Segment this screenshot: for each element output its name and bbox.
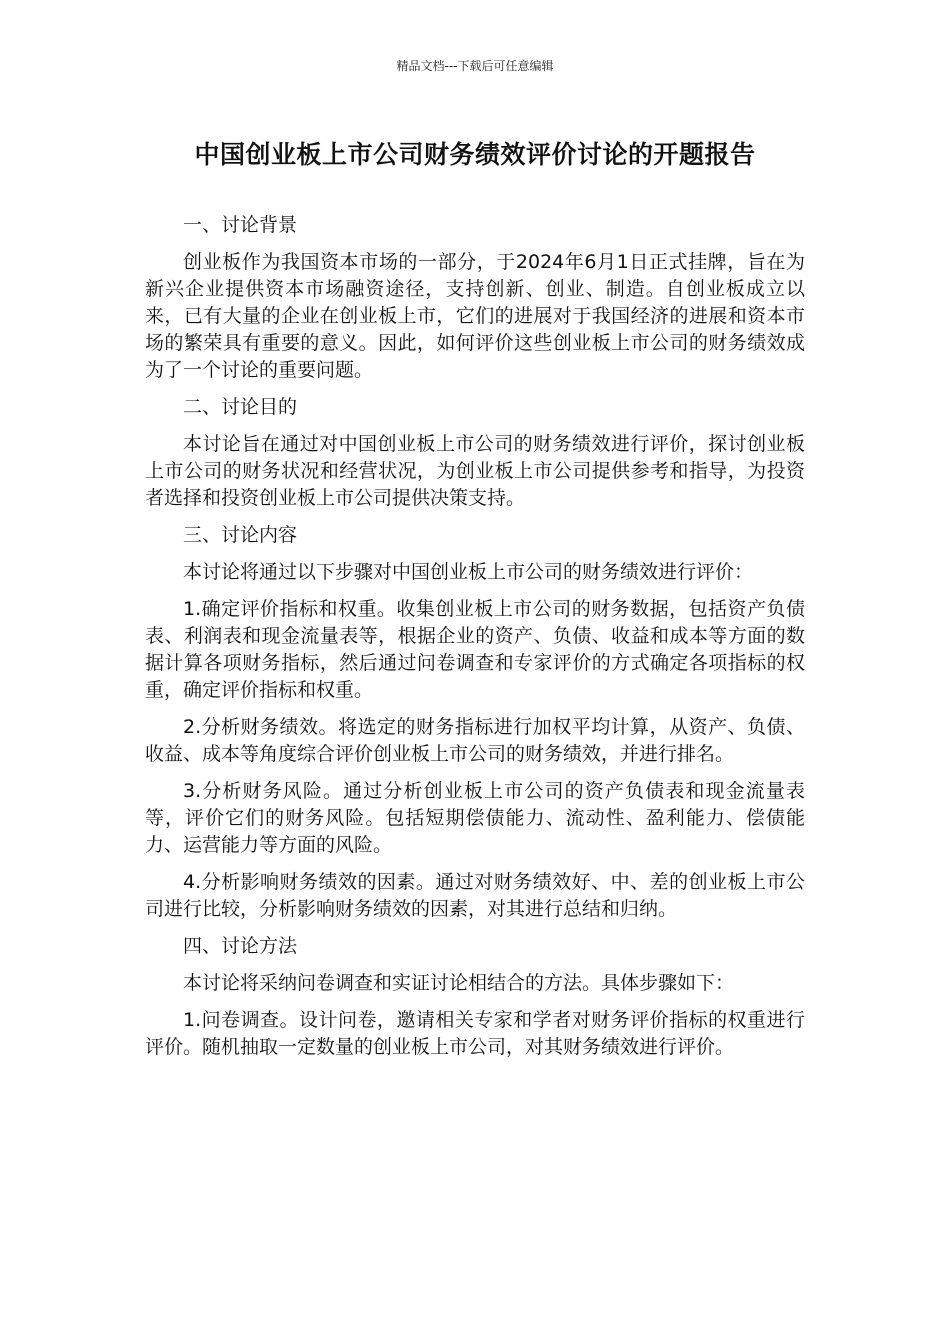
section-heading-purpose: 二、讨论目的 <box>183 396 298 418</box>
section-heading-content: 三、讨论内容 <box>183 524 298 546</box>
paragraph-content-step-1: 1.确定评价指标和权重。收集创业板上市公司的财务数据，包括资产负债表、利润表和现金流量表等，根据企业的资产、负债、收益和成本等方面的数据计算各项财务指标，然后通过问卷调查和专家评价的方式确定各项指标的权重，确定评价指标和权重。 <box>145 598 805 701</box>
document-title: 中国创业板上市公司财务绩效评价讨论的开题报告 <box>194 140 756 169</box>
paragraph-purpose: 本讨论旨在通过对中国创业板上市公司的财务绩效进行评价，探讨创业板上市公司的财务状况和经营状况，为创业板上市公司提供参考和指导，为投资者选择和投资创业板上市公司提供决策支持。 <box>145 433 805 509</box>
paragraph-content-step-4: 4.分析影响财务绩效的因素。通过对财务绩效好、中、差的创业板上市公司进行比较，分析影响财务绩效的因素，对其进行总结和归纳。 <box>145 871 805 920</box>
paragraph-background: 创业板作为我国资本市场的一部分，于2024年6月1日正式挂牌，旨在为新兴企业提供资本市场融资途径，支持创新、创业、制造。自创业板成立以来，已有大量的企业在创业板上市，它们的进展对于我国经济的进展和资本市场的繁荣具有重要的意义。因此，如何评价这些创业板上市公司的财务绩效成为了一个讨论的重要问题。 <box>145 251 805 381</box>
document-body <box>145 212 805 1071</box>
paragraph-method-intro: 本讨论将采纳问卷调查和实证讨论相结合的方法。具体步骤如下： <box>183 972 735 994</box>
header-note: 精品文档---下载后可任意编辑 <box>396 59 554 73</box>
paragraph-content-step-2: 2.分析财务绩效。将选定的财务指标进行加权平均计算，从资产、负债、收益、成本等角度综合评价创业板上市公司的财务绩效，并进行排名。 <box>145 716 805 765</box>
paragraph-content-intro: 本讨论将通过以下步骤对中国创业板上市公司的财务绩效进行评价： <box>183 561 754 583</box>
paragraph-method-step-1: 1.问卷调查。设计问卷，邀请相关专家和学者对财务评价指标的权重进行评价。随机抽取一定数量的创业板上市公司，对其财务绩效进行评价。 <box>145 1009 805 1058</box>
section-heading-background: 一、讨论背景 <box>183 214 298 236</box>
section-heading-method: 四、讨论方法 <box>183 935 298 957</box>
paragraph-content-step-3: 3.分析财务风险。通过分析创业板上市公司的资产负债表和现金流量表等，评价它们的财务风险。包括短期偿债能力、流动性、盈利能力、偿债能力、运营能力等方面的风险。 <box>145 780 805 856</box>
